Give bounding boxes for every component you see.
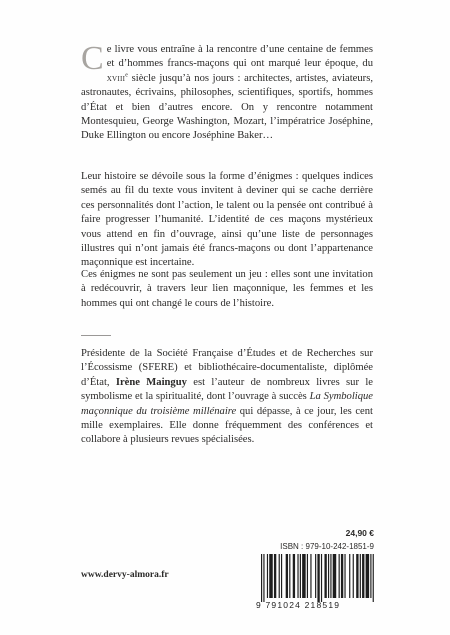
century-superscript: e (125, 72, 128, 79)
section-divider (81, 335, 111, 336)
author-bio (81, 347, 373, 448)
book-title: La Symbolique maçonnique du troisième millénaire (81, 391, 374, 417)
isbn-label: ISBN : 979-10-242-1851-9 (280, 542, 374, 551)
century-roman: xviii (106, 72, 126, 84)
description-paragraph-2 (81, 170, 373, 271)
bio-text-a: Présidente de la Société Française d’Études et de Recherches sur l’Écossisme (SFERE) et bibliothécaire-documentaliste, diplômée d’État, (81, 348, 373, 388)
price-label: 24,90 € (345, 528, 374, 538)
description-text-b: siècle jusqu’à nos jours : architectes, artistes, aviateurs, astronautes, écrivains, philosophes, scientifiques, sportifs, hommes d’État et bien d’autres encore. On y rencontre notamment Montesquieu, George Washington, Mozart, l’impératrice Joséphine, Duke Ellington ou encore Joséphine Baker… (81, 72, 373, 142)
drop-cap: C (81, 40, 104, 77)
publisher-website: www.dervy-almora.fr (81, 570, 169, 580)
description-paragraph-3 (81, 268, 373, 311)
description-text-a: e livre vous entraîne à la rencontre d’une centaine de femmes et d’hommes francs-maçons qui ont marqué leur époque, du (106, 44, 373, 70)
bio-text-c: qui dépasse, à ce jour, les cent mille exemplaires. Elle donne fréquemment des conférences et collabore à plusieurs revues spécialisées. (81, 405, 373, 446)
description-paragraph-3-text: Ces énigmes ne sont pas seulement un jeu : elles sont une invitation à redécouvrir, à travers leur lien maçonnique, les femmes et les hommes qui ont changé le cours de l’histoire. (81, 269, 373, 309)
description-paragraph-2-text: Leur histoire se dévoile sous la forme d’énigmes : quelques indices semés au fil du texte vous invitent à deviner qui se cache derrière ces personnalités dont l’action, le talent ou la pensée ont contribué à faire progresser l’humanité. L’identité de ces maçons mystérieux vous attend en fin d’ouvrage, ainsi qu’une liste de personnages illustres qui n’ont jamais été francs-maçons ou dont l’appartenance maçonnique est incertaine. (81, 171, 373, 269)
barcode-image (261, 554, 375, 602)
barcode-digits: 9 791024 218519 (256, 600, 341, 610)
description-paragraph-1 (81, 40, 373, 144)
author-name: Irène Mainguy (115, 376, 187, 388)
bio-text-b: est l’auteur de nombreux livres sur le symbolisme et la spiritualité, dont l’ouvrage à succès (81, 376, 373, 403)
